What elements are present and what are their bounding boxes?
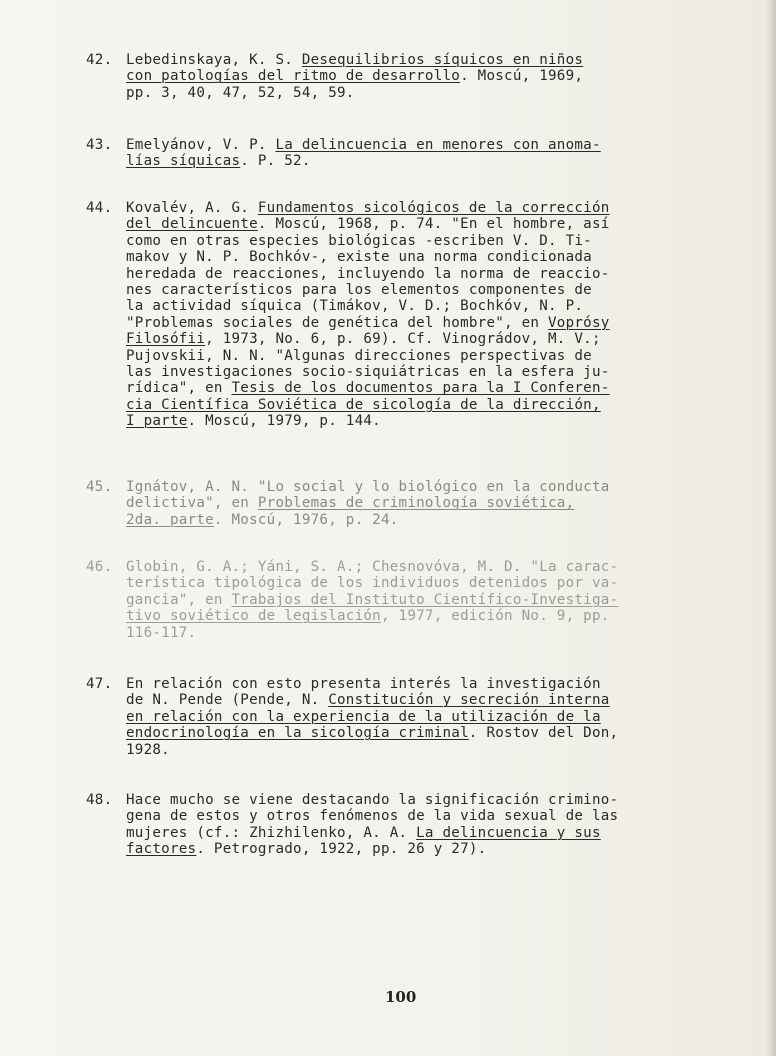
footnote-text: [126, 200, 736, 430]
underlined-title: Voprósy: [548, 314, 610, 331]
text-segment: . P. 52.: [240, 153, 311, 170]
footnote-text: [126, 792, 736, 858]
text-segment: makov y N. P. Bochkóv-, existe una norma condicionada: [126, 249, 592, 266]
underlined-title: Filosófii: [126, 331, 206, 348]
text-segment: En relación con esto presenta interés la investigación: [126, 676, 601, 692]
underlined-title: Desequilibrios síquicos en niños: [301, 52, 584, 68]
text-segment: . Moscú, 1979, p. 144.: [187, 413, 381, 430]
text-line: [126, 85, 736, 101]
page-edge-shadow: [766, 0, 776, 1056]
text-line: [126, 676, 736, 692]
underlined-title: Trabajos del Instituto Científico-Investiga-: [231, 591, 619, 608]
text-line: [126, 397, 736, 413]
text-segment: 1928.: [126, 741, 170, 758]
underlined-title: en relación con la experiencia de la utilización de la: [126, 708, 601, 725]
text-segment: mujeres (cf.: Zhizhilenko, A. A.: [126, 824, 417, 841]
text-line: [126, 479, 736, 495]
text-line: [126, 495, 736, 511]
underlined-title: Constitución y secreción interna: [328, 692, 610, 709]
text-segment: Lebedinskaya, K. S.: [126, 52, 302, 68]
text-line: [126, 592, 736, 608]
underlined-title: con patologías del ritmo de desarrollo: [126, 68, 461, 85]
text-line: [126, 315, 736, 331]
underlined-title: cia Científica Soviética de sicología de la dirección,: [126, 396, 601, 413]
text-line: [126, 709, 736, 725]
text-line: [126, 575, 736, 591]
underlined-title: lías síquicas: [126, 153, 241, 170]
underlined-title: endocrinología en la sicología criminal: [126, 725, 469, 742]
footnote-number: 47.: [86, 676, 113, 692]
text-line: [126, 52, 736, 68]
text-segment: . Moscú, 1968, p. 74. "En el hombre, así: [257, 216, 610, 233]
text-segment: Kovalév, A. G.: [126, 200, 258, 216]
text-line: [126, 348, 736, 364]
text-line: [126, 808, 736, 824]
text-line: [126, 331, 736, 347]
text-line: [126, 692, 736, 708]
text-segment: . Rostov del Don,: [468, 725, 619, 742]
text-line: [126, 282, 736, 298]
text-segment: las investigaciones socio-siquiátricas en la esfera ju-: [126, 364, 610, 381]
footnote-text: [126, 559, 736, 641]
text-line: [126, 608, 736, 624]
text-line: [126, 216, 736, 232]
text-segment: Emelyánov, V. P.: [126, 137, 276, 153]
text-segment: 116-117.: [126, 624, 197, 641]
text-segment: terística tipológica de los individuos detenidos por va-: [126, 575, 619, 592]
text-line: [126, 559, 736, 575]
text-line: [126, 792, 736, 808]
text-line: [126, 137, 736, 153]
footnote-number: 46.: [86, 559, 113, 575]
footnote-47: [86, 676, 736, 758]
text-segment: nes característicos para los elementos componentes de: [126, 282, 592, 299]
footnote-number: 42.: [86, 52, 113, 68]
text-segment: . Moscú, 1969,: [460, 68, 584, 85]
text-line: [126, 725, 736, 741]
text-line: [126, 153, 736, 169]
text-line: [126, 364, 736, 380]
text-segment: "Problemas sociales de genética del hombre", en: [126, 314, 548, 331]
footnote-46: [86, 559, 736, 641]
footnote-text: [126, 479, 736, 528]
text-line: [126, 742, 736, 758]
text-segment: Pujovskii, N. N. "Algunas direcciones perspectivas de: [126, 347, 592, 364]
text-segment: Hace mucho se viene destacando la significación crimino-: [126, 792, 619, 808]
text-line: [126, 380, 736, 396]
text-segment: heredada de reacciones, incluyendo la norma de reaccio-: [126, 265, 610, 282]
footnote-number: 48.: [86, 792, 113, 808]
text-segment: Globin, G. A.; Yáni, S. A.; Chesnovóva, M. D. "La carac-: [126, 559, 619, 575]
text-segment: como en otras especies biológicas -escriben V. D. Ti-: [126, 232, 592, 249]
text-segment: pp. 3, 40, 47, 52, 54, 59.: [126, 84, 355, 101]
underlined-title: 2da. parte: [126, 511, 214, 528]
text-segment: gena de estos y otros fenómenos de la vida sexual de las: [126, 808, 619, 825]
underlined-title: La delincuencia en menores con anoma-: [275, 137, 601, 153]
text-line: [126, 841, 736, 857]
text-line: [126, 249, 736, 265]
footnote-48: [86, 792, 736, 858]
text-line: [126, 298, 736, 314]
text-segment: , 1973, No. 6, p. 69). Cf. Vinográdov, M. V.;: [205, 331, 601, 348]
underlined-title: tivo soviético de legislación: [126, 608, 381, 625]
text-segment: . Petrogrado, 1922, pp. 26 y 27).: [196, 841, 487, 858]
underlined-title: del delincuente: [126, 216, 258, 233]
text-segment: , 1977, edición No. 9, pp.: [380, 608, 610, 625]
underlined-title: Tesis de los documentos para la I Conferen-: [231, 380, 610, 397]
page-number: 100: [385, 988, 417, 1006]
text-segment: Ignátov, A. N. "Lo social y lo biológico en la conducta: [126, 479, 610, 495]
underlined-title: Problemas de criminología soviética,: [257, 495, 575, 512]
footnote-text: [126, 676, 736, 758]
footnote-44: [86, 200, 736, 430]
underlined-title: Fundamentos sicológicos de la corrección: [257, 200, 610, 216]
footnote-number: 44.: [86, 200, 113, 216]
text-line: [126, 413, 736, 429]
text-line: [126, 625, 736, 641]
footnote-45: [86, 479, 736, 528]
text-segment: . Moscú, 1976, p. 24.: [213, 511, 399, 528]
text-segment: de N. Pende (Pende, N.: [126, 692, 329, 709]
underlined-title: La delincuencia y sus: [416, 824, 601, 841]
footnote-text: [126, 52, 736, 101]
text-segment: gancia", en: [126, 591, 232, 608]
footnote-text: [126, 137, 736, 170]
text-line: [126, 266, 736, 282]
text-line: [126, 200, 736, 216]
footnote-number: 43.: [86, 137, 113, 153]
text-line: [126, 233, 736, 249]
text-line: [126, 68, 736, 84]
text-segment: rídica", en: [126, 380, 232, 397]
underlined-title: factores: [126, 841, 197, 858]
text-line: [126, 825, 736, 841]
text-line: [126, 512, 736, 528]
footnote-43: [86, 137, 736, 170]
footnote-number: 45.: [86, 479, 113, 495]
text-segment: delictiva", en: [126, 495, 258, 512]
text-segment: la actividad síquica (Timákov, V. D.; Bochkóv, N. P.: [126, 298, 584, 315]
underlined-title: I parte: [126, 413, 188, 430]
footnote-42: [86, 52, 736, 101]
